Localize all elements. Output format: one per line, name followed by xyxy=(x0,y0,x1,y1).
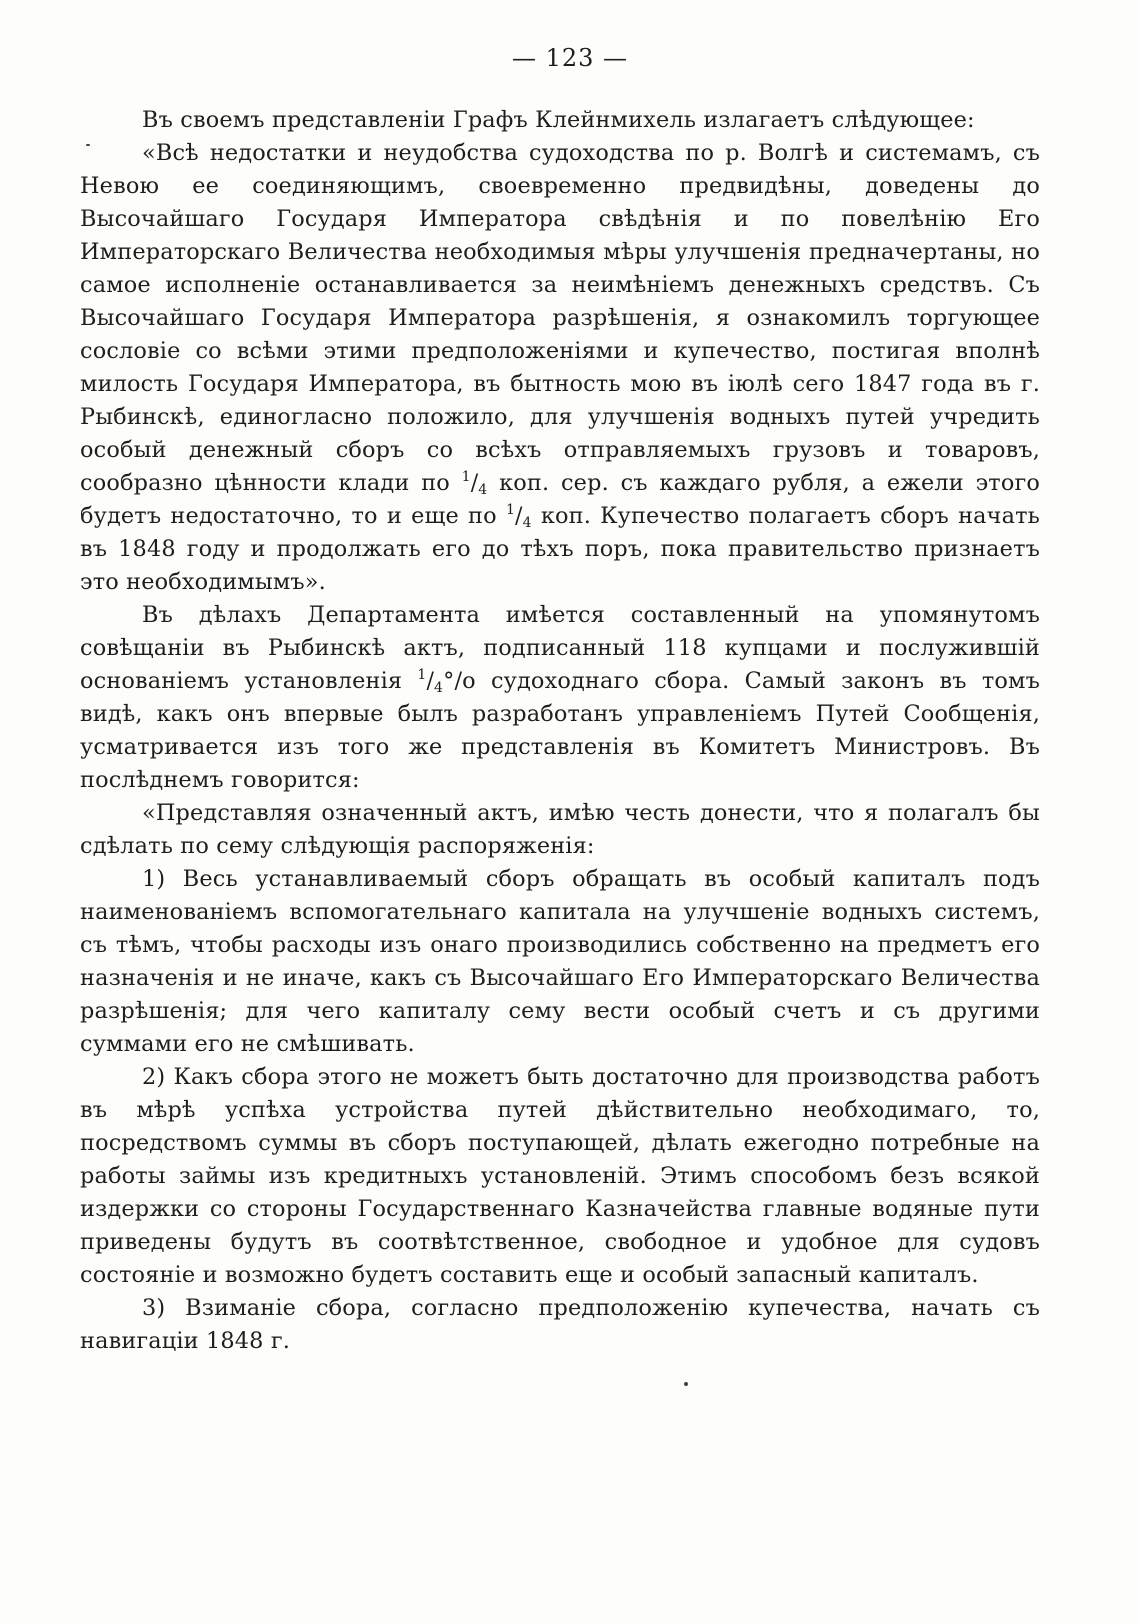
fraction-slash: / xyxy=(426,669,435,694)
fraction-numerator: 1 xyxy=(461,469,471,485)
list-item-1: 1) Весь устанавливаемый сборъ обращать въ особый капиталъ подъ наименованіемъ вспомогательнаго капитала на улучшеніе водныхъ системъ, съ тѣмъ, чтобы расходы изъ онаго производились собственно на предметъ его назначенія и не иначе, какъ съ Высочайшаго Его Императорскаго Величества разрѣшенія; для чего капиталу сему вести особый счетъ и съ другими суммами его не смѣшивать. xyxy=(80,866,1040,1057)
fraction-slash: / xyxy=(470,471,479,496)
quote-text-end: коп. Купечество полагаетъ сборъ начать въ 1848 году и продолжать его до тѣхъ поръ, пока правительство признаетъ это необходимымъ». xyxy=(80,503,1040,595)
fraction-slash: / xyxy=(515,504,523,529)
paragraph-department xyxy=(80,599,1040,797)
quote-text-start: «Всѣ недостатки и неудобства судоходства по р. Волгѣ и системамъ, съ Невою ее соединяющимъ, своевременно предвидѣны, доведены до Высочайшаго Государя Императора свѣдѣнія и по повелѣнію Его Императорскаго Величества необходимыя мѣры улучшенія предначертаны, но самое исполненіе останавливается за неимѣніемъ денежныхъ средствъ. Съ Высочайшаго Государя Императора разрѣшенія, я ознакомилъ торгующее сословіе со всѣми этими предположеніями и купечество, постигая вполнѣ милость Государя Императора, въ бытность мою въ іюлѣ сего 1847 года въ г. Рыбинскѣ, единогласно положило, для улучшенія водныхъ путей учредить особый денежный сборъ со всѣхъ отправляемыхъ грузовъ и товаровъ, сообразно цѣнности клади по xyxy=(80,140,1040,496)
fraction-denominator: 4 xyxy=(478,482,488,498)
print-speck xyxy=(684,1382,688,1386)
percent-sign: °/o xyxy=(443,668,476,694)
paragraph-quote-kleinmichel xyxy=(80,137,1040,599)
list-item-2: 2) Какъ сбора этого не можетъ быть достаточно для производства работъ въ мѣрѣ успѣха устройства путей дѣйствительно необходимаго, то, посредствомъ суммы въ сборъ поступающей, дѣлать ежегодно потребные на работы займы изъ кредитныхъ установленій. Этимъ способомъ безъ всякой издержки со стороны Государственнаго Казначейства главные водяные пути приведены будутъ въ соотвѣтственное, свободное и удобное для судовъ состояніе и возможно будетъ составить еще и особый запасный капиталъ. xyxy=(80,1064,1040,1288)
quote-text-middle: коп. сер. съ каждаго рубля, а ежели этого будетъ недостаточно, то и еще по xyxy=(80,470,1040,529)
text-body xyxy=(80,104,1040,1358)
fraction-numerator: 1 xyxy=(505,502,516,518)
paragraph-intro: Въ своемъ представленіи Графъ Клейнмихель излагаетъ слѣдующее: xyxy=(142,107,975,133)
fraction-denominator: 4 xyxy=(434,680,444,696)
department-text-start: Въ дѣлахъ Департамента имѣется составленный на упомянутомъ совѣщаніи въ Рыбинскѣ актъ, подписанный 118 купцами и послужившій основаніемъ установленія xyxy=(80,602,1040,694)
fraction-numerator: 1 xyxy=(417,667,427,683)
paragraph-representation: «Представляя означенный актъ, имѣю честь донести, что я полагалъ бы сдѣлать по сему слѣдующія распоряженія: xyxy=(80,800,1040,859)
department-text-end: судоходнаго сбора. Самый законъ въ томъ видѣ, какъ онъ впервые былъ разработанъ управленіемъ Путей Сообщенія, усматривается изъ того же представленія въ Комитетъ Министровъ. Въ послѣднемъ говорится: xyxy=(80,668,1040,793)
fraction-denominator: 4 xyxy=(522,515,532,531)
page-number: — 123 — xyxy=(511,44,629,72)
list-item-3: 3) Взиманіе сбора, согласно предположенію купечества, начать съ навигаціи 1848 г. xyxy=(80,1295,1040,1354)
print-speck xyxy=(86,144,90,146)
